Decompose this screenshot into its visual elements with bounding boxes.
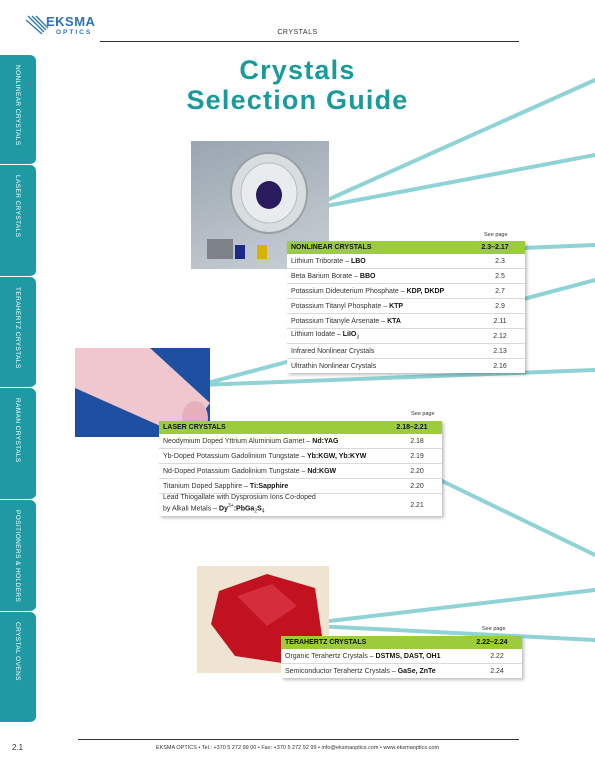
table-header-title: TERAHERTZ CRYSTALS (285, 639, 367, 646)
table-row[interactable]: Infrared Nonlinear Crystals 2.13 (287, 344, 525, 359)
table-header (287, 241, 525, 254)
table-header-title: LASER CRYSTALS (163, 424, 226, 431)
tab-terahertz-crystals[interactable] (0, 277, 36, 388)
table-header-page: 2.18–2.21 (396, 424, 428, 431)
table-row[interactable]: Semiconductor Terahertz Crystals – GaSe, ZnTe 2.24 (285, 667, 504, 675)
table-row[interactable]: Potassium Dideuterium Phosphate – KDP, DKDP 2.7 (287, 284, 525, 299)
tab-label: LASER CRYSTALS (14, 175, 21, 238)
table-header-title: NONLINEAR CRYSTALS (291, 244, 372, 251)
table-row[interactable]: Lead Thiogallate with Dysprosium Ions Co-doped by Alkali Metals – $Dy^{3+}:PbGa_2S_4$ 2.21 (163, 494, 424, 515)
footer-contact: EKSMA OPTICS • Tel.: +370 5 272 99 00 • Fax: +370 5 272 92 99 • info@eksmaoptics.com • www.eksmaoptics.com (155, 745, 440, 751)
tab-crystal-ovens[interactable] (0, 612, 36, 723)
page-number: 2.1 (12, 743, 24, 752)
table-header-page: 2.22–2.24 (476, 639, 508, 646)
see-page-label: See page (482, 626, 506, 632)
section-label: CRYSTALS (277, 29, 318, 36)
table-row[interactable]: Potassium Titanyle Arsenate – KTA 2.11 (287, 314, 525, 329)
table-row[interactable]: Nd-Doped Potassium Gadolinium Tungstate – Nd:KGW 2.20 (159, 464, 442, 479)
table-row[interactable]: Yb-Doped Potassium Gadolinium Tungstate – Yb:KGW, Yb:KYW 2.19 (159, 449, 442, 464)
table-row[interactable]: Lithium Iodate – LiIO$_3$ 2.12 (287, 329, 525, 344)
tab-laser-crystals[interactable] (0, 165, 36, 277)
see-page-label: See page (411, 411, 435, 417)
table-row[interactable]: Lithium Triborate – LBO 2.3 (287, 254, 525, 269)
terahertz-crystals-table (281, 636, 522, 678)
see-page-label: See page (484, 232, 508, 238)
tab-label: RAMAN CRYSTALS (14, 398, 21, 463)
header-divider (100, 41, 519, 42)
table-header-page: 2.3–2.17 (481, 244, 509, 251)
tab-label: POSITIONERS & HOLDERS (14, 510, 21, 603)
table-row[interactable]: Neodymium Doped Yttrium Aluminium Garnet – Nd:YAG 2.18 (159, 434, 442, 449)
page-title-line2: Selection Guide (186, 85, 409, 115)
table-row[interactable]: Ultrathin Nonlinear Crystals 2.16 (291, 362, 507, 370)
table-row[interactable]: Organic Terahertz Crystals – DSTMS, DAST, OH1 2.22 (281, 649, 522, 664)
tab-nonlinear-crystals[interactable] (0, 55, 36, 165)
nonlinear-crystals-table (287, 241, 525, 373)
logo-brand: EKSMA (46, 14, 96, 29)
table-row[interactable]: Potassium Titanyl Phosphate – KTP 2.9 (287, 299, 525, 314)
footer-divider (78, 739, 519, 740)
table-header (159, 421, 442, 434)
table-row[interactable]: Beta Barium Borate – BBO 2.5 (287, 269, 525, 284)
table-row[interactable]: Titanium Doped Sapphire – Ti:Sapphire 2.20 (159, 479, 442, 494)
page-title-line1: Crystals (239, 55, 356, 85)
tab-label: CRYSTAL OVENS (14, 622, 21, 681)
tab-positioners-holders[interactable] (0, 500, 36, 612)
table-header (281, 636, 522, 649)
laser-crystals-table (159, 421, 442, 516)
tab-label: NONLINEAR CRYSTALS (14, 65, 21, 146)
tab-raman-crystals[interactable] (0, 388, 36, 500)
logo-subtitle: OPTICS (56, 29, 93, 36)
tab-label: TERAHERTZ CRYSTALS (14, 287, 21, 369)
